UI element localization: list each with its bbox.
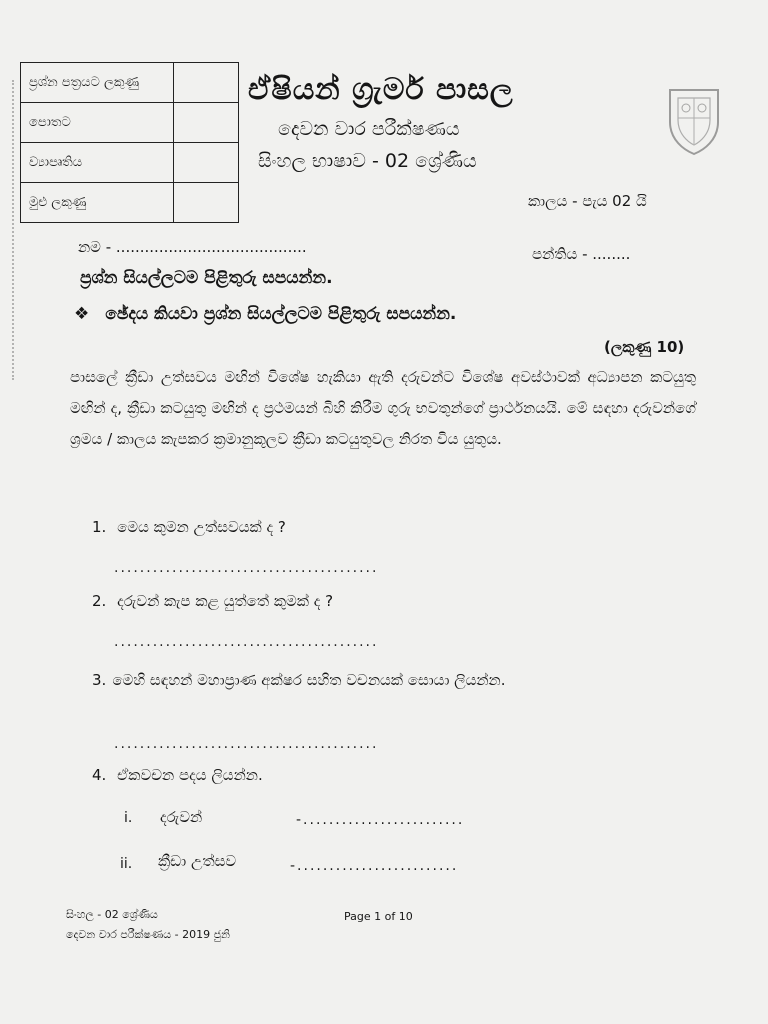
- question-number: 4.: [92, 766, 107, 784]
- marks-row-label: ප්‍රශ්න පත්‍රයට ලකුණු: [21, 63, 174, 103]
- sub-item-word: දරුවන්: [160, 808, 203, 826]
- marks-row: [21, 183, 239, 223]
- exam-name: දෙවන වාර පරීක්ෂණය: [278, 118, 460, 140]
- question-3: [92, 666, 696, 694]
- student-class-field: පන්තිය - ........: [532, 245, 631, 263]
- marks-row-value: [174, 103, 239, 143]
- sub-item-blank: -.........................: [290, 858, 459, 874]
- marks-row: [21, 103, 239, 143]
- question-number: 1.: [92, 518, 107, 536]
- question-4: [92, 766, 263, 784]
- footer-exam: දෙවන වාර පරීක්ෂණය - 2019 ජුනි: [66, 928, 230, 941]
- reading-passage: පාසලේ ක්‍රීඩා උත්සවය මඟින් විශේෂ හැකියා ඇති දරුවන්ට විශේෂ අවස්ථාවක් අධ්‍යාපන කටයුතු මඟින් ද, ක්‍රීඩා කටයුතු මඟින් ද ප්‍රථමයන් බිහි කිරීම ගුරු භවතුන්ගේ ප්‍රාර්ථනයයි. මේ සඳහා දරුවන්ගේ ශ්‍රමය / කාලය කැපකර ක්‍රමානුකූලව ක්‍රීඩා කටයුතුවල නිරත විය යුතුය.: [70, 368, 696, 448]
- diamond-bullet-icon: ❖: [74, 304, 90, 324]
- student-name-field: නම - ........................................: [78, 238, 307, 256]
- exam-duration: කාලය - පැය 02 යි: [528, 192, 647, 210]
- sub-item-blank: -.........................: [296, 812, 465, 828]
- answer-line: .........................................: [114, 560, 379, 576]
- subject-grade: සිංහල භාෂාව - 02 ශ්‍රේණිය: [258, 150, 477, 172]
- marks-row-label: ව්‍යාපෘතිය: [21, 143, 174, 183]
- marks-row-label: පොතට: [21, 103, 174, 143]
- sub-item-numeral: i.: [124, 810, 133, 826]
- question-text: දරුවන් කැප කළ යුත්තේ කුමක් ද ?: [117, 592, 334, 610]
- scan-edge-marks: [12, 80, 20, 380]
- marks-row-value: [174, 143, 239, 183]
- section-instruction: [74, 304, 456, 324]
- section-marks: (ලකුණු 10): [604, 338, 685, 356]
- question-1: [92, 518, 286, 536]
- marks-table: [20, 62, 239, 223]
- question-text: ඒකවචන පදය ලියන්න.: [117, 766, 263, 784]
- marks-row: [21, 143, 239, 183]
- answer-line: .........................................: [114, 634, 379, 650]
- school-crest-logo: [664, 84, 724, 156]
- page-number: Page 1 of 10: [344, 910, 413, 923]
- sub-item-word: ක්‍රීඩා උත්සව: [158, 852, 237, 870]
- sub-item-numeral: ii.: [120, 856, 133, 872]
- marks-row-value: [174, 63, 239, 103]
- answer-line: .........................................: [114, 736, 379, 752]
- footer-subject: සිංහල - 02 ශ්‍රේණිය: [66, 908, 158, 921]
- question-number: 3.: [92, 671, 107, 689]
- question-2: [92, 592, 333, 610]
- school-name: ඒෂියන් ග්‍රැමර් පාසල: [248, 72, 514, 107]
- question-text: මෙහි සඳහන් මහාප්‍රාණ අක්ෂර සහිත වචනයක් සොයා ලියන්න.: [112, 671, 506, 689]
- marks-row-label: මුළු ලකුණු: [21, 183, 174, 223]
- main-instruction: ප්‍රශ්න සියල්ලටම පිළිතුරු සපයන්න.: [80, 268, 333, 288]
- section-instruction-text: ඡේදය කියවා ප්‍රශ්න සියල්ලටම පිළිතුරු සපයන්න.: [105, 304, 457, 324]
- question-text: මෙය කුමන උත්සවයක් ද ?: [117, 518, 286, 536]
- question-number: 2.: [92, 592, 107, 610]
- marks-row-value: [174, 183, 239, 223]
- marks-row: [21, 63, 239, 103]
